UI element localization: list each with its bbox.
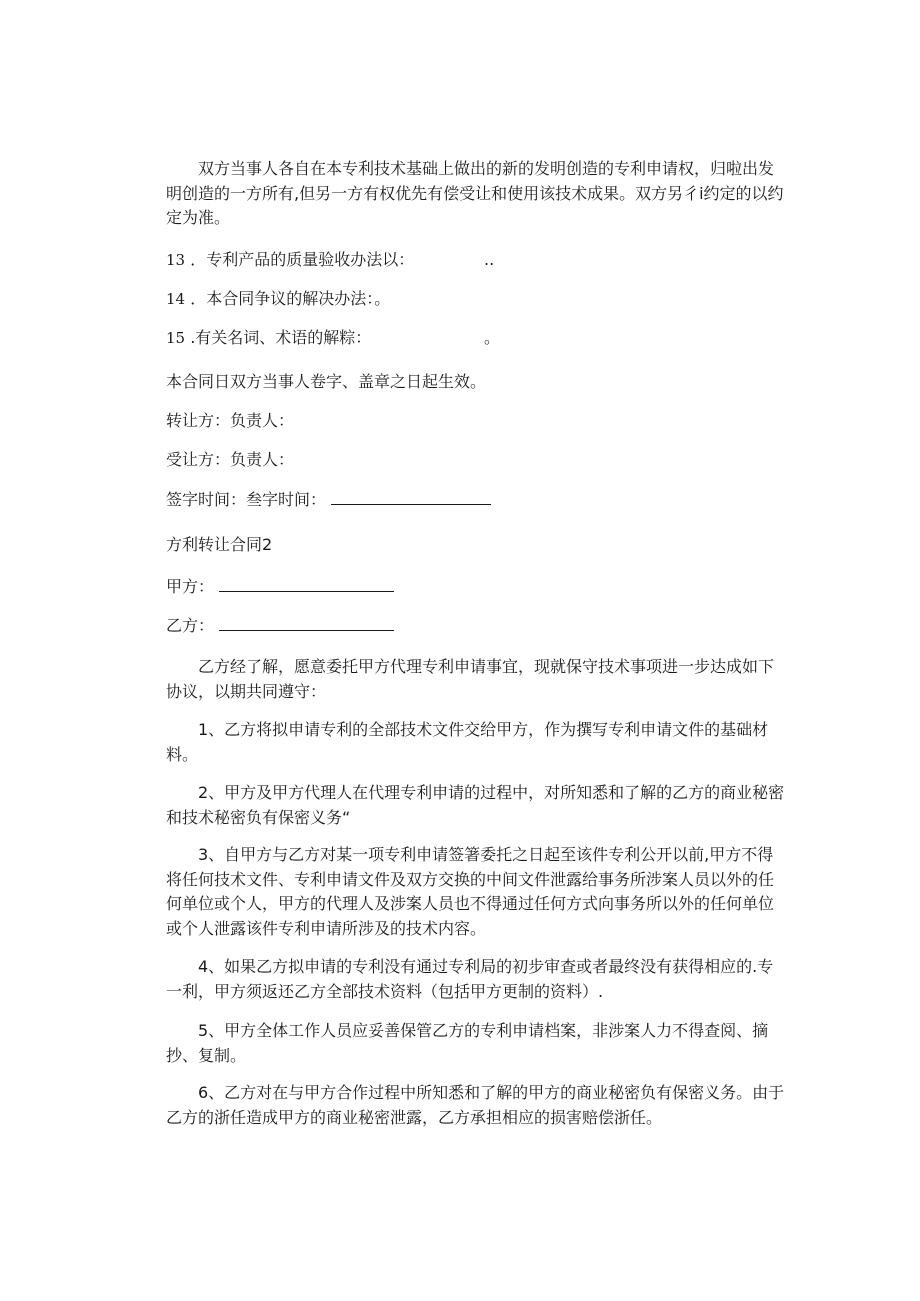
clause-1: 1、乙方将拟申请专利的全部技术文件交给甲方，作为撰写专利申请文件的基础材料。	[166, 720, 769, 764]
party-a-blank	[219, 577, 394, 592]
party-a-label: 甲方：	[166, 577, 215, 596]
item-14	[166, 287, 788, 312]
clause-3: 3、自甲方与乙方对某一项专利申请签箸委托之日起至该件专利公开以前,甲方不得将任何技术文件、专利申请文件及双方交换的中间文件泄露给事务所涉案人员以外的任何单位或个人，甲方的代理人及涉案人员也不得通过任何方式向事务所以外的任何单位或个人泄露该件专利申请所涉及的技术内容。	[166, 845, 775, 938]
intro-paragraph: 乙方经了解，愿意委托甲方代理专利申请事宜，现就保守技术事项进一步达成如下协议，以期共同遵守：	[166, 657, 775, 701]
clause-5: 5、甲方全体工作人员应妥善保管乙方的专利申请档案，非涉案人力不得查阅、摘抄、复制。	[166, 1021, 769, 1065]
clause-2: 2、甲方及甲方代理人在代理专利申请的过程中，对所知悉和了解的乙方的商业秘密和技术秘密负有保密义务“	[166, 783, 785, 827]
effective-clause: 本合同日双方当事人卷字、盖章之日起生效。	[166, 372, 487, 391]
item-text: .有关名词、术语的解粽：	[190, 328, 372, 347]
item-15	[166, 326, 788, 351]
item-number: 13	[166, 251, 186, 269]
clause-6: 6、乙方对在与甲方合作过程中所知悉和了解的甲方的商业秘密负有保密义务。由于乙方的浙任造成甲方的商业秘密泄露，乙方承担相应的损害赔偿浙任。	[166, 1083, 785, 1127]
paragraph-patent-rights: 双方当事人各自在本专利技术基础上做出的新的发明创造的专利申请权，归啦出发明创造的一方所有,但另一方有权优先有偿受让和使用该技术成果。双方另彳i约定的以约定为准。	[166, 159, 784, 227]
item-13	[166, 248, 788, 273]
clause-4: 4、如果乙方拟申请的专利没有通过专利局的初步审查或者最终没有获得相应的.专一利，甲方须返还乙方全部技术资料（包括甲方更制的资料）.	[166, 957, 774, 1001]
item-number: 14	[166, 290, 186, 308]
contract2-title: 方利转让合同2	[166, 535, 273, 554]
party-a-line	[166, 575, 788, 600]
sign-time-label: 签字时间：叁字时间：	[166, 490, 327, 509]
item-text: ．本合同争议的解决办法：。	[190, 289, 391, 308]
party-b-line	[166, 614, 788, 639]
sign-time-blank	[331, 490, 491, 505]
transferee-line: 受让方：负责人：	[166, 450, 295, 469]
party-b-blank	[219, 616, 394, 631]
item-text: ．专利产品的质量验收办法以：	[190, 250, 415, 269]
transferor-line: 转让方：负责人：	[166, 411, 295, 430]
sign-time-line	[166, 488, 788, 513]
item-number: 15	[166, 329, 186, 347]
item-tail: 。	[484, 328, 501, 347]
item-tail: ..	[484, 250, 495, 269]
party-b-label: 乙方：	[166, 616, 215, 635]
